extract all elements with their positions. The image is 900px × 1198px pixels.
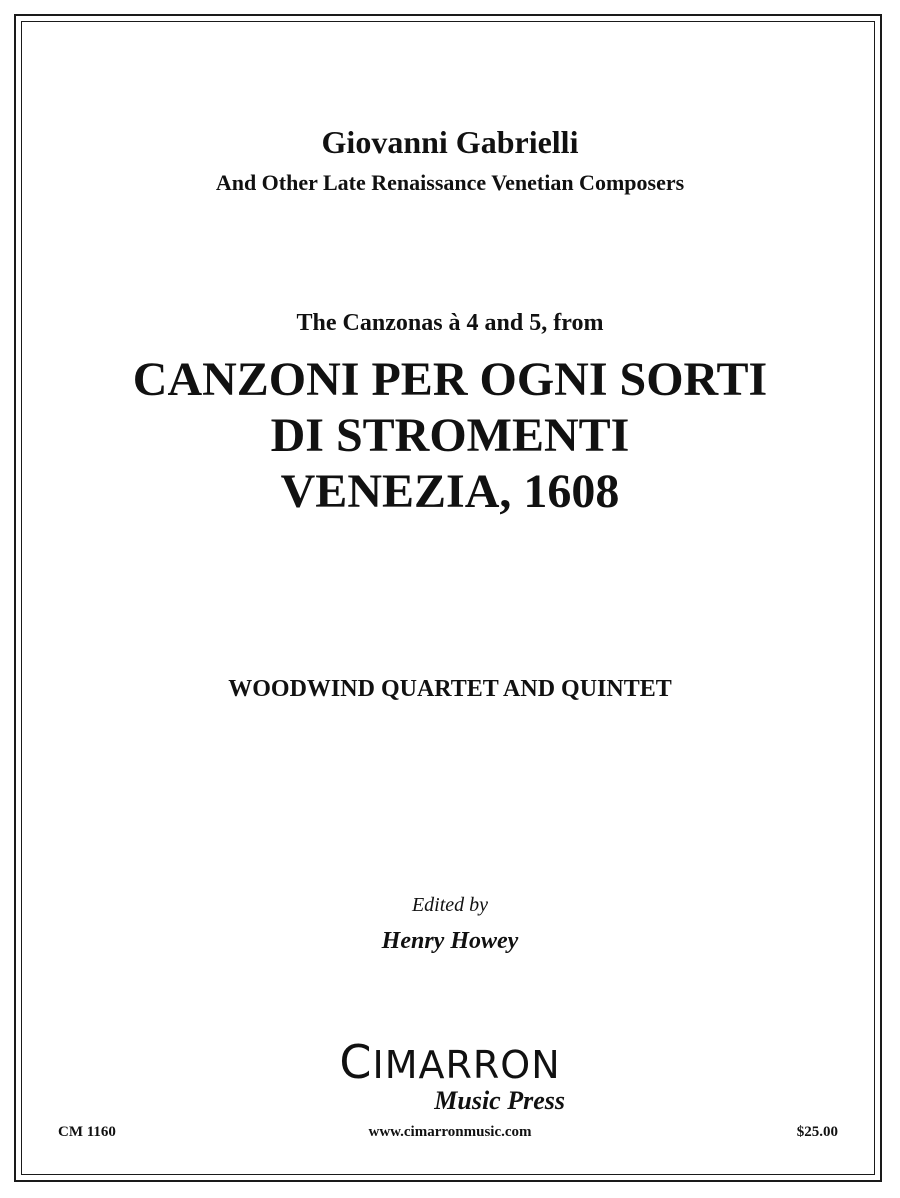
publisher-logo-rest: IMARRON bbox=[372, 1043, 561, 1087]
publisher-logo-initial: C bbox=[339, 1035, 373, 1089]
publisher-logo-name bbox=[330, 1035, 570, 1089]
composer-subtitle: And Other Late Renaissance Venetian Composers bbox=[215, 170, 685, 195]
main-title-line-2: DI STROMENTI bbox=[270, 409, 630, 462]
main-title bbox=[0, 352, 900, 520]
publisher-logo bbox=[330, 1035, 570, 1120]
catalog-number: CM 1160 bbox=[58, 1124, 116, 1140]
main-title-line-1: CANZONI PER OGNI SORTI bbox=[132, 353, 768, 406]
editor-name: Henry Howey bbox=[381, 928, 519, 954]
publisher-logo-tagline: Music Press bbox=[434, 1086, 565, 1115]
instrumentation: WOODWIND QUARTET AND QUINTET bbox=[228, 676, 672, 702]
composer-name: Giovanni Gabrielli bbox=[321, 124, 579, 160]
publisher-website: www.cimarronmusic.com bbox=[368, 1124, 532, 1140]
title-intro: The Canzonas à 4 and 5, from bbox=[296, 310, 604, 336]
edited-by-label: Edited by bbox=[411, 894, 489, 916]
price: $25.00 bbox=[796, 1124, 838, 1140]
main-title-line-3: VENEZIA, 1608 bbox=[280, 465, 620, 518]
